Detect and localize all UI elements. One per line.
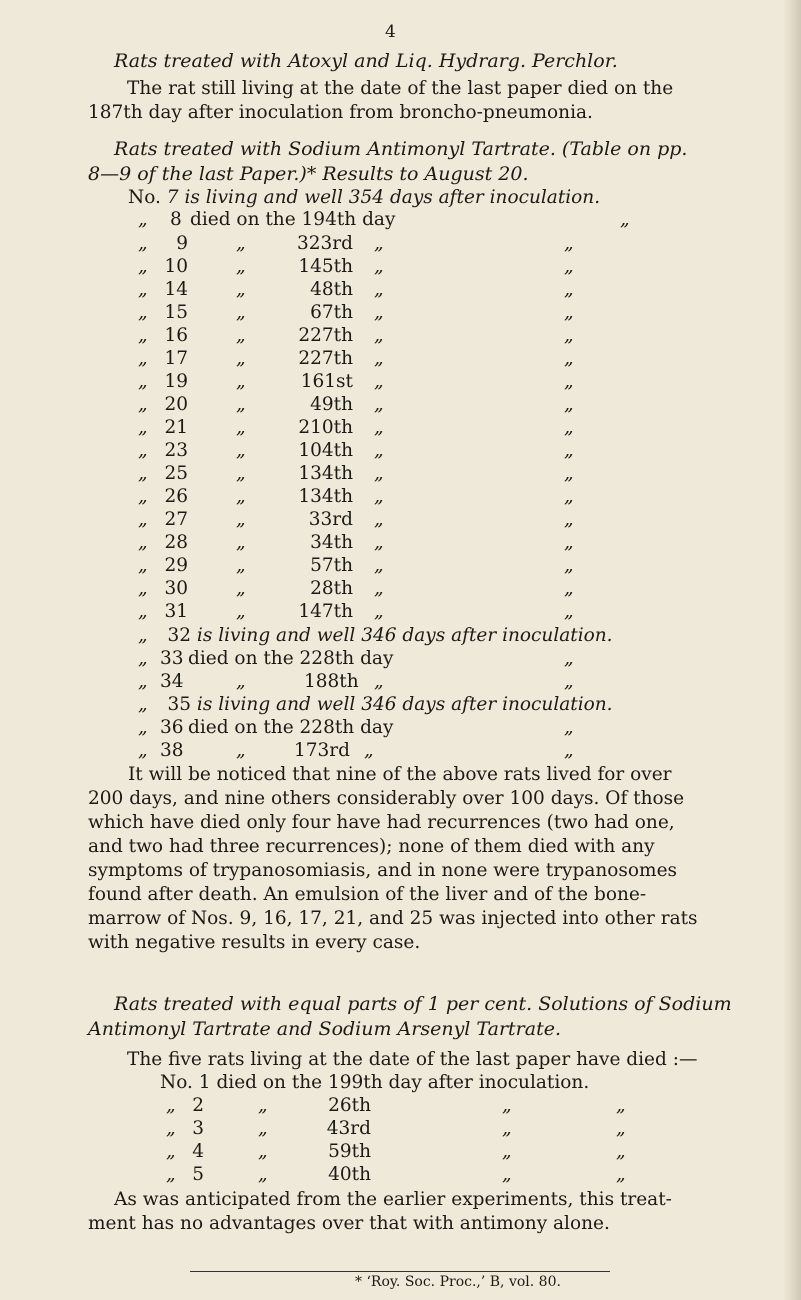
section-heading-antimonyl-cont: 8—9 of the last Paper.)* Results to August 20. <box>88 163 529 185</box>
ditto-mark: „ <box>374 394 384 415</box>
ditto-mark: „ <box>374 279 384 300</box>
ditto-mark: „ <box>138 394 148 415</box>
death-day: 145th <box>298 256 353 277</box>
death-day: 34th <box>310 532 353 553</box>
list-item <box>128 232 728 254</box>
death-day: 48th <box>310 279 353 300</box>
list-item <box>166 1140 766 1162</box>
list-item <box>128 393 728 415</box>
ditto-mark: „ <box>374 302 384 323</box>
ditto-mark: „ <box>564 348 574 369</box>
ditto-mark: „ <box>258 1164 268 1185</box>
ditto-mark: „ <box>374 578 384 599</box>
death-day: 323rd <box>297 233 353 254</box>
list-item <box>128 347 728 369</box>
list-item <box>166 1117 766 1139</box>
list-item: „ 36 died on the 228th day „ <box>138 717 574 738</box>
ditto-mark: „ <box>258 1141 268 1162</box>
section-heading-arsenyl: Rats treated with equal parts of 1 per cent. Solutions of Sodium <box>114 993 732 1015</box>
list-item <box>128 554 728 576</box>
ditto-mark: „ <box>236 417 246 438</box>
death-day: 43rd <box>326 1118 371 1139</box>
ditto-mark: „ <box>138 348 148 369</box>
section1-text-line: The rat still living at the date of the last paper died on the <box>127 78 674 99</box>
ditto-mark: „ <box>564 601 574 622</box>
ditto-mark: „ <box>166 1164 176 1185</box>
ditto-mark: „ <box>374 555 384 576</box>
list-item <box>166 1094 766 1116</box>
section3-intro: The five rats living at the date of the last paper have died :— <box>127 1049 698 1070</box>
death-day: 147th <box>298 601 353 622</box>
ditto-mark: „ <box>236 325 246 346</box>
ditto-mark: „ <box>138 302 148 323</box>
ditto-mark: „ <box>138 532 148 553</box>
rat-number: 23 <box>164 440 188 461</box>
ditto-mark: „ <box>502 1141 512 1162</box>
section-heading-arsenyl-cont: Antimonyl Tartrate and Sodium Arsenyl Tartrate. <box>88 1018 561 1040</box>
ditto-mark: „ <box>236 233 246 254</box>
ditto-mark: „ <box>564 463 574 484</box>
ditto-mark: „ <box>236 601 246 622</box>
list-item: „ 35 is living and well 346 days after inoculation. <box>138 694 613 715</box>
page-edge-shadow <box>783 0 801 1300</box>
ditto-mark: „ <box>138 279 148 300</box>
list-item <box>128 531 728 553</box>
ditto-mark: „ <box>236 463 246 484</box>
closing-text-line: As was anticipated from the earlier experiments, this treat- <box>114 1189 672 1210</box>
ditto-mark: „ <box>138 486 148 507</box>
death-day: 57th <box>310 555 353 576</box>
rat-number: 5 <box>192 1164 204 1185</box>
rat-number: 2 <box>192 1095 204 1116</box>
list-item: „ 8 died on the 194th day „ <box>138 209 630 230</box>
section-heading-antimonyl: Rats treated with Sodium Antimonyl Tartrate. (Table on pp. <box>114 138 688 160</box>
death-day: 134th <box>298 486 353 507</box>
death-day: 28th <box>310 578 353 599</box>
ditto-mark: „ <box>564 394 574 415</box>
ditto-mark: „ <box>564 509 574 530</box>
list-item <box>128 416 728 438</box>
ditto-mark: „ <box>138 601 148 622</box>
closing-text-line: ment has no advantages over that with antimony alone. <box>88 1213 610 1234</box>
ditto-mark: „ <box>502 1164 512 1185</box>
ditto-mark: „ <box>236 394 246 415</box>
ditto-mark: „ <box>236 486 246 507</box>
rat-number: 28 <box>164 532 188 553</box>
ditto-mark: „ <box>236 302 246 323</box>
list-item <box>128 301 728 323</box>
ditto-mark: „ <box>564 578 574 599</box>
ditto-mark: „ <box>138 578 148 599</box>
rat-number: 31 <box>164 601 188 622</box>
list-item <box>128 577 728 599</box>
ditto-mark: „ <box>138 371 148 392</box>
death-day: 26th <box>328 1095 371 1116</box>
list-item <box>128 600 728 622</box>
ditto-mark: „ <box>236 555 246 576</box>
ditto-mark: „ <box>138 440 148 461</box>
page-number: 4 <box>385 22 396 42</box>
rat-number: 27 <box>164 509 188 530</box>
ditto-mark: „ <box>616 1118 626 1139</box>
ditto-mark: „ <box>138 256 148 277</box>
rat-number: 25 <box>164 463 188 484</box>
ditto-mark: „ <box>564 256 574 277</box>
ditto-mark: „ <box>138 555 148 576</box>
list-item: No. 7 is living and well 354 days after inoculation. <box>128 187 601 208</box>
ditto-mark: „ <box>502 1095 512 1116</box>
ditto-mark: „ <box>166 1095 176 1116</box>
rat-number: 14 <box>164 279 188 300</box>
list-item <box>128 462 728 484</box>
death-day: 59th <box>328 1141 371 1162</box>
footnote-rule <box>190 1271 610 1272</box>
ditto-mark: „ <box>616 1095 626 1116</box>
ditto-mark: „ <box>138 509 148 530</box>
ditto-mark: „ <box>374 601 384 622</box>
ditto-mark: „ <box>564 233 574 254</box>
rat-number: 16 <box>164 325 188 346</box>
death-day: 40th <box>328 1164 371 1185</box>
ditto-mark: „ <box>374 325 384 346</box>
section1-text-line: 187th day after inoculation from broncho-pneumonia. <box>88 102 593 123</box>
death-day: 210th <box>298 417 353 438</box>
ditto-mark: „ <box>374 463 384 484</box>
ditto-mark: „ <box>138 463 148 484</box>
ditto-mark: „ <box>616 1164 626 1185</box>
death-day: 104th <box>298 440 353 461</box>
ditto-mark: „ <box>258 1118 268 1139</box>
list-item: „ 33 died on the 228th day „ <box>138 648 574 669</box>
ditto-mark: „ <box>374 371 384 392</box>
ditto-mark: „ <box>236 578 246 599</box>
rat-number: 19 <box>164 371 188 392</box>
ditto-mark: „ <box>564 486 574 507</box>
ditto-mark: „ <box>374 440 384 461</box>
ditto-mark: „ <box>374 417 384 438</box>
section-heading-atoxyl: Rats treated with Atoxyl and Liq. Hydrarg. Perchlor. <box>114 50 618 72</box>
death-day: 134th <box>298 463 353 484</box>
list-item: „ 32 is living and well 346 days after inoculation. <box>138 625 613 646</box>
list-item: „ 34 „ 188th „ „ <box>138 671 574 692</box>
rat-number: 10 <box>164 256 188 277</box>
ditto-mark: „ <box>374 532 384 553</box>
death-day: 161st <box>300 371 353 392</box>
list-item <box>128 324 728 346</box>
discussion-paragraph: It will be noticed that nine of the above rats lived for over 200 days, and nine others considerably over 100 days. Of those which have died only four have had recurrences (two had one, and two had three recurrences); none of them died with any symptoms of trypanosomiasis, and in none were trypanosomes found after death. An emulsion of the liver and of the bone- marrow of Nos. 9, 16, 17, 21, and 25 was injected into other rats with negative results in every case. <box>88 764 698 953</box>
ditto-mark: „ <box>564 279 574 300</box>
rat-number: 29 <box>164 555 188 576</box>
rat-number: 26 <box>164 486 188 507</box>
list-item <box>128 278 728 300</box>
death-day: 49th <box>310 394 353 415</box>
rat-number: 3 <box>192 1118 204 1139</box>
rat-number: 30 <box>164 578 188 599</box>
ditto-mark: „ <box>374 348 384 369</box>
ditto-mark: „ <box>564 302 574 323</box>
ditto-mark: „ <box>616 1141 626 1162</box>
ditto-mark: „ <box>564 325 574 346</box>
ditto-mark: „ <box>564 532 574 553</box>
ditto-mark: „ <box>138 325 148 346</box>
ditto-mark: „ <box>564 417 574 438</box>
ditto-mark: „ <box>564 440 574 461</box>
rat-number: 15 <box>164 302 188 323</box>
list-item <box>128 485 728 507</box>
ditto-mark: „ <box>258 1095 268 1116</box>
rat-number: 21 <box>164 417 188 438</box>
death-day: 67th <box>310 302 353 323</box>
death-day: 227th <box>298 348 353 369</box>
list-item: No. 1 died on the 199th day after inoculation. <box>160 1072 590 1093</box>
ditto-mark: „ <box>138 417 148 438</box>
list-item <box>166 1163 766 1185</box>
list-item: „ 38 „ 173rd „ „ <box>138 740 574 761</box>
list-item <box>128 370 728 392</box>
ditto-mark: „ <box>374 509 384 530</box>
ditto-mark: „ <box>236 279 246 300</box>
ditto-mark: „ <box>502 1118 512 1139</box>
ditto-mark: „ <box>374 486 384 507</box>
ditto-mark: „ <box>374 256 384 277</box>
rat-number: 20 <box>164 394 188 415</box>
ditto-mark: „ <box>236 509 246 530</box>
ditto-mark: „ <box>236 440 246 461</box>
ditto-mark: „ <box>564 371 574 392</box>
ditto-mark: „ <box>236 532 246 553</box>
ditto-mark: „ <box>236 256 246 277</box>
ditto-mark: „ <box>564 555 574 576</box>
ditto-mark: „ <box>138 233 148 254</box>
ditto-mark: „ <box>374 233 384 254</box>
ditto-mark: „ <box>236 348 246 369</box>
death-day: 33rd <box>308 509 353 530</box>
ditto-mark: „ <box>166 1141 176 1162</box>
list-item <box>128 255 728 277</box>
list-item <box>128 508 728 530</box>
rat-number: 17 <box>164 348 188 369</box>
ditto-mark: „ <box>236 371 246 392</box>
footnote: * ‘Roy. Soc. Proc.,’ B, vol. 80. <box>355 1274 561 1290</box>
list-item <box>128 439 728 461</box>
ditto-mark: „ <box>166 1118 176 1139</box>
rat-number: 4 <box>192 1141 204 1162</box>
rat-number: 9 <box>176 233 188 254</box>
death-day: 227th <box>298 325 353 346</box>
